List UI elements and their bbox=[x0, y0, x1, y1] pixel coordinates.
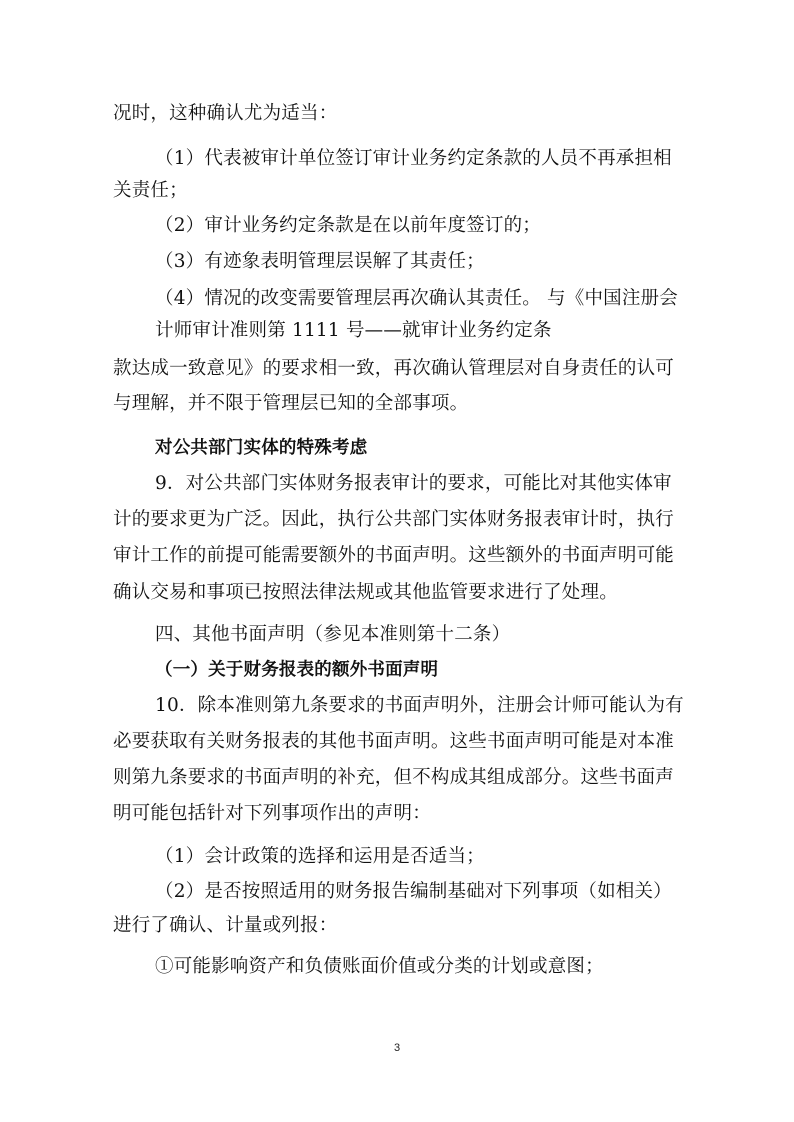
text-line: 则第九条要求的书面声明的补充，但不构成其组成部分。这些书面声 bbox=[113, 767, 675, 788]
text-line: 确认交易和事项已按照法律法规或其他监管要求进行了处理。 bbox=[113, 582, 618, 603]
text-line: （1）会计政策的选择和运用是否适当； bbox=[155, 846, 485, 867]
text-line: 关责任； bbox=[113, 180, 188, 201]
text-line: 明可能包括针对下列事项作出的声明： bbox=[113, 803, 431, 824]
text-line: 进行了确认、计量或列报： bbox=[113, 915, 338, 936]
section-heading: 四、其他书面声明（参见本准则第十二条） bbox=[155, 624, 511, 645]
text-line: 款达成一致意见》的要求相一致，再次确认管理层对自身责任的认可 bbox=[113, 358, 675, 379]
section-heading: 对公共部门实体的特殊考虑 bbox=[155, 438, 368, 458]
text-line: 审计工作的前提可能需要额外的书面声明。这些额外的书面声明可能 bbox=[113, 545, 675, 566]
text-line: （3）有迹象表明管理层误解了其责任； bbox=[155, 251, 485, 272]
text-line: 况时，这种确认尤为适当： bbox=[113, 103, 338, 124]
text-line: 9．对公共部门实体财务报表审计的要求，可能比对其他实体审 bbox=[155, 473, 672, 494]
text-line: （2）是否按照适用的财务报告编制基础对下列事项（如相关） bbox=[155, 881, 672, 902]
text-line: 计师审计准则第 1111 号——就审计业务约定条 bbox=[155, 320, 552, 341]
text-line: 必要获取有关财务报表的其他书面声明。这些书面声明可能是对本准 bbox=[113, 731, 675, 752]
text-line: （2）审计业务约定条款是在以前年度签订的； bbox=[155, 215, 541, 236]
text-line: ①可能影响资产和负债账面价值或分类的计划或意图； bbox=[155, 956, 604, 977]
text-line: 计的要求更为广泛。因此，执行公共部门实体财务报表审计时，执行 bbox=[113, 509, 675, 530]
text-line: （1）代表被审计单位签订审计业务约定条款的人员不再承担相 bbox=[155, 148, 672, 169]
text-line: （4）情况的改变需要管理层再次确认其责任。 与《中国注册会 bbox=[155, 288, 678, 309]
text-line: 与理解，并不限于管理层已知的全部事项。 bbox=[113, 393, 469, 414]
page-number: 3 bbox=[393, 1042, 401, 1054]
subsection-heading: （一）关于财务报表的额外书面声明 bbox=[155, 660, 439, 680]
text-line: 10．除本准则第九条要求的书面声明外，注册会计师可能认为有 bbox=[155, 695, 684, 716]
